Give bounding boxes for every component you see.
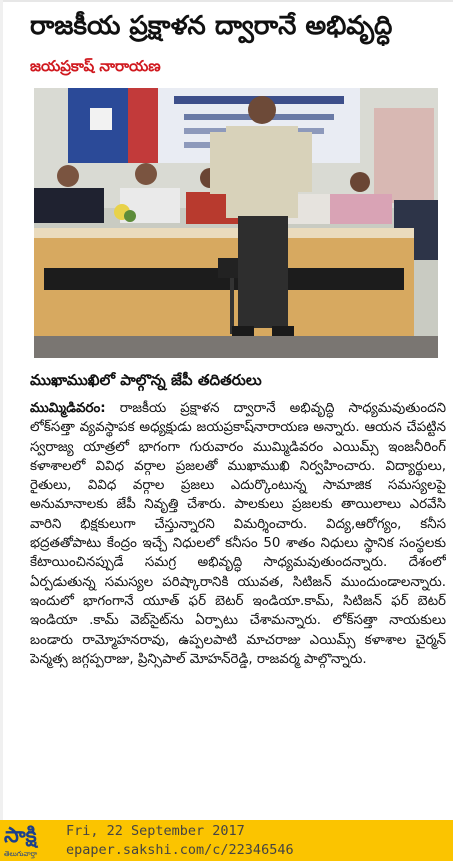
article-dateline: ముమ్మిడివరం: [30, 401, 106, 416]
photo-illustration [34, 88, 438, 358]
article-body [30, 399, 446, 809]
article-headline: రాజకీయ ప్రక్షాళన ద్వారానే అభివృద్ధి [30, 11, 393, 41]
logo-tagline: తెలుగువార్తా [4, 850, 38, 858]
article-body-text: రాజకీయ ప్రక్షాళన ద్వారానే అభివృద్ధి సాధ్యమవుతుందని లోక్‌సత్తా వ్యవస్థాపక అధ్యక్షుడు జయప్రకాష్‌నారాయణ అన్నారు. ఆయన చేపట్టిన స్వరాజ్య యాత్రలో భాగంగా గురువారం ముమ్మిడివరం ఎయిమ్స్‌ ఇంజనీరింగ్‌ కళాశాలలో వివిధ వర్గాల ప్రజలతో ముఖాముఖి నిర్వహించారు. విద్యార్థులు, రైతులు, వివిధ వర్గాల ప్రజలు ఎదుర్కొంటున్న సామాజిక సమస్యలపై అనుమానాలకు జేపీ నివృత్తి చేశారు. పాలకులు ప్రజలకు తాయిలాలు ఎరవేసి వారిని భిక్షకులుగా చేస్తున్నారని విమర్శించారు. విద్య,ఆరోగ్యం, కనీస భద్రతతోపాటు కేంద్రం ఇచ్చే నిధులలో కనీసం 50 శాతం నిధులు స్థానిక సంస్థలకు కేటాయించినప్పుడే సమగ్ర అభివృద్ధి సాధ్యమవుతుందన్నారు. దేశంలో ఏర్పడుతున్న సమస్యల పరిష్కారానికి యువత, సిటిజన్‌ ముందుండాలన్నారు. ఇందులో భాగంగానే యూత్‌ ఫర్‌ బెటర్‌ ఇండియా.కామ్‌, సిటిజన్‌ ఫర్‌ బెటర్‌ ఇండియా .కామ్‌ వెబ్‌సైట్‌ను ఏర్పాటు చేశామన్నారు. లోక్‌సత్తా నాయకులు బండారు రామ్మోహనరావు, ఉప్పలపాటి మాచరాజు ఎయిమ్స్‌ కళాశాల చైర్మన్‌ పెన్మత్స జగ్గప్పరాజు, ప్రిన్సిపాల్‌ మోహన్‌రెడ్డి, రాజవర్మ పాల్గొన్నారు. [30, 401, 446, 667]
article-byline: జయప్రకాష్‌ నారాయణ [30, 57, 161, 75]
epaper-footer [0, 820, 453, 861]
photo-caption: ముఖాముఖిలో పాల్గొన్న జేపీ తదితరులు [30, 371, 262, 389]
article-photo [34, 88, 438, 358]
sakshi-logo[interactable] [0, 820, 62, 861]
left-margin [0, 0, 3, 820]
epaper-link[interactable]: epaper.sakshi.com/c/22346546 [66, 842, 294, 858]
publication-date: Fri, 22 September 2017 [66, 823, 245, 839]
logo-wordmark: సాక్షి [4, 823, 37, 847]
top-border [0, 0, 453, 2]
